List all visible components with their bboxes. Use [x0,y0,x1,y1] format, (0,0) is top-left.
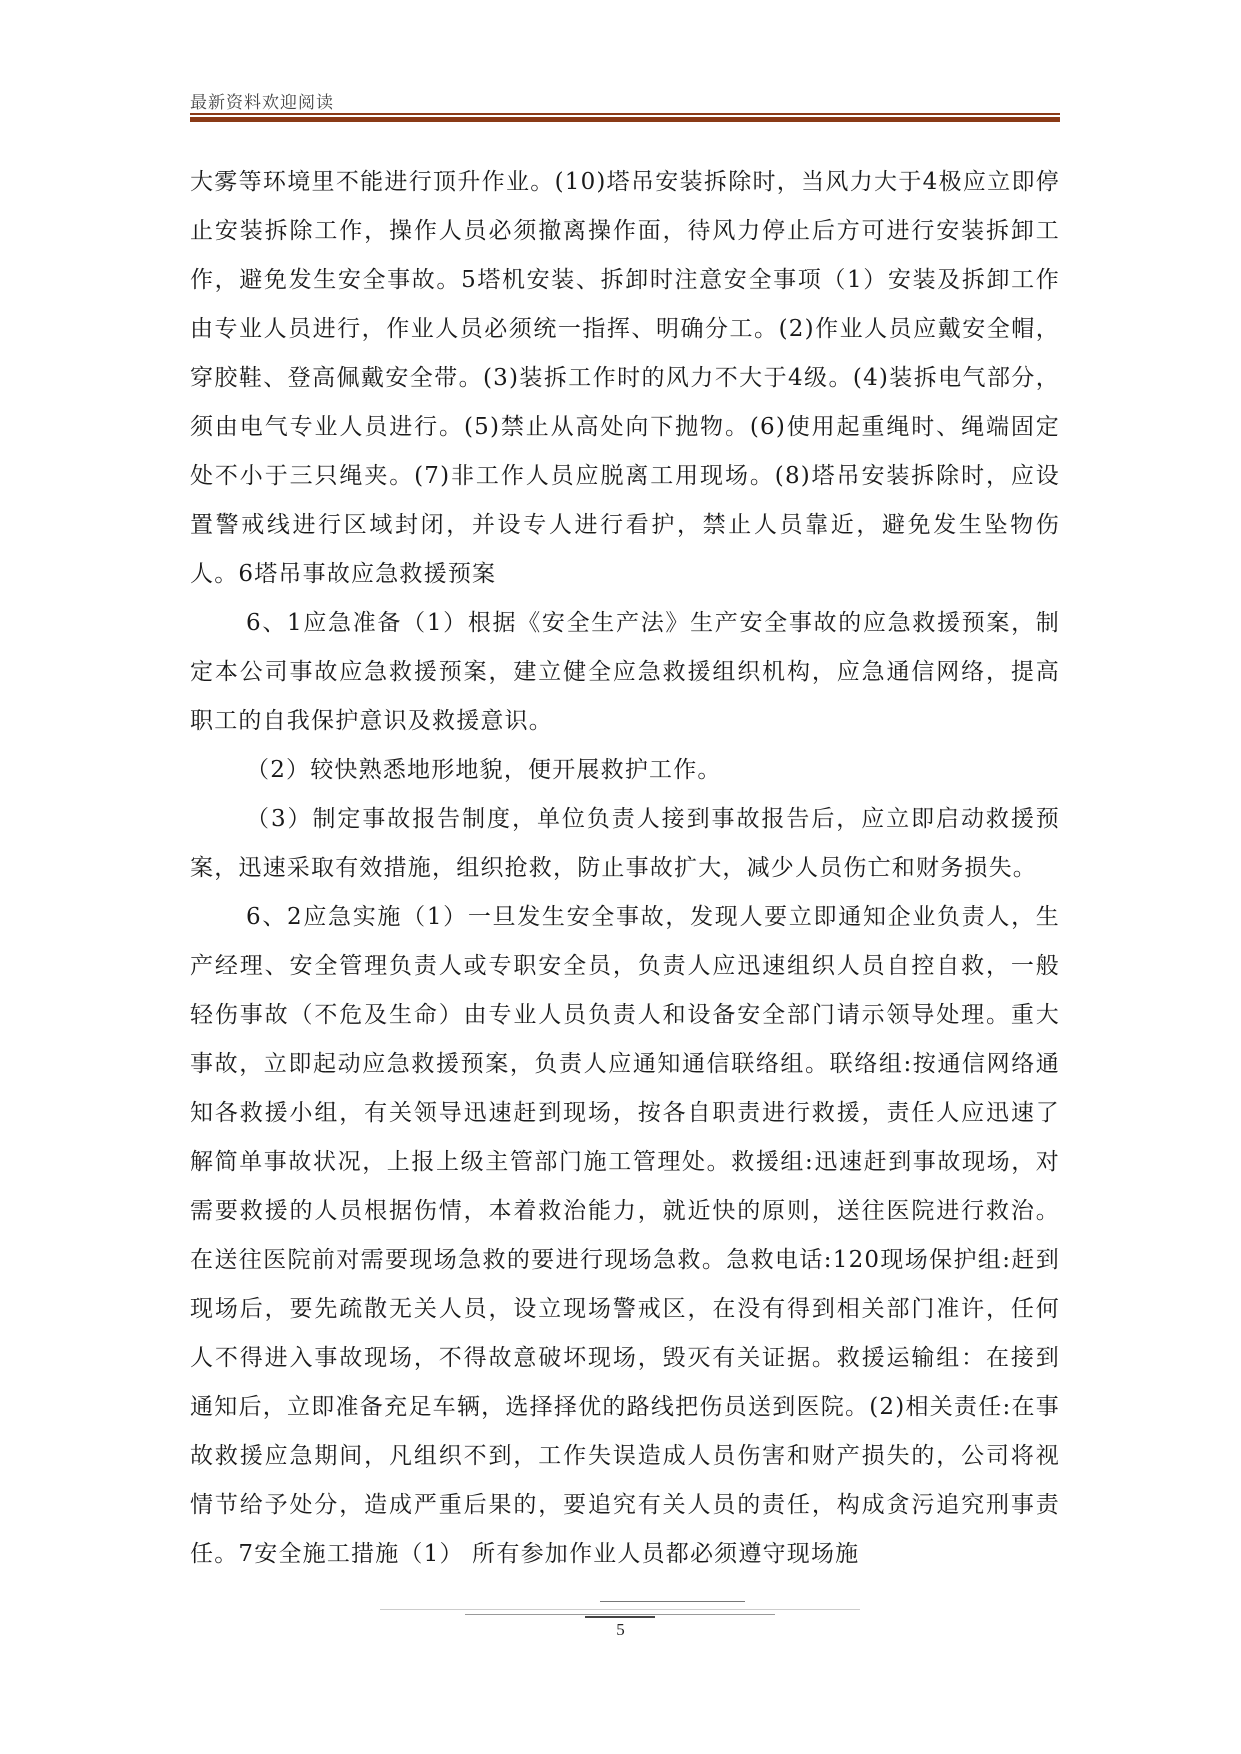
paragraph-4: （3）制定事故报告制度，单位负责人接到事故报告后，应立即启动救援预案，迅速采取有效措施，组织抢救，防止事故扩大，减少人员伤亡和财务损失。 [190,806,1060,881]
footer-divider-d [585,1616,655,1618]
header-divider-thick [190,117,1060,122]
paragraph-5: 6、2应急实施（1）一旦发生安全事故，发现人要立即通知企业负责人，生产经理、安全管理负责人或专职安全员，负责人应迅速组织人员自控自救，一般轻伤事故（不危及生命）由专业人员负责人和设备安全部门请示领导处理。重大事故，立即起动应急救援预案，负责人应通知通信联络组。联络组:按通信网络通知各救援小组，有关领导迅速赶到现场，按各自职责进行救援，责任人应迅速了解简单事故状况，上报上级主管部门施工管理处。救援组:迅速赶到事故现场，对需要救援的人员根据伤情，本着救治能力，就近快的原则，送往医院进行救治。在送往医院前对需要现场急救的要进行现场急救。急救电话:120现场保护组:赶到现场后，要先疏散无关人员，设立现场警戒区，在没有得到相关部门准许，任何人不得进入事故现场，不得故意破坏现场，毁灭有关证据。救援运输组：在接到通知后，立即准备充足车辆，选择择优的路线把伤员送到医院。(2)相关责任:在事故救援应急期间，凡组织不到，工作失误造成人员伤害和财产损失的，公司将视情节给予处分，造成严重后果的，要追究有关人员的责任，构成贪污追究刑事责任。7安全施工措施（1） 所有参加作业人员都必须遵守现场施 [190,904,1060,1567]
header-title: 最新资料欢迎阅读 [190,93,334,113]
paragraph-3: （2）较快熟悉地形地貌，便开展救护工作。 [246,757,722,783]
paragraph-1: 大雾等环境里不能进行顶升作业。(10)塔吊安装拆除时，当风力大于4极应立即停止安装拆除工作，操作人员必须撤离操作面，待风力停止后方可进行安装拆卸工作，避免发生安全事故。5塔机安装、拆卸时注意安全事项（1）安装及拆卸工作由专业人员进行，作业人员必须统一指挥、明确分工。(2)作业人员应戴安全帽，穿胶鞋、登高佩戴安全带。(3)装拆工作时的风力不大于4级。(4)装拆电气部分，须由电气专业人员进行。(5)禁止从高处向下抛物。(6)使用起重绳时、绳端固定处不小于三只绳夹。(7)非工作人员应脱离工用现场。(8)塔吊安装拆除时，应设置警戒线进行区域封闭，并设专人进行看护，禁止人员靠近，避免发生坠物伤人。6塔吊事故应急救援预案 [190,169,1060,587]
document-body [190,158,1060,1579]
header-divider-thin [190,113,1060,115]
footer-divider-c [465,1614,775,1615]
footer-divider-b [380,1609,860,1610]
footer-divider-a [600,1601,745,1602]
page-number: 5 [616,1620,625,1639]
paragraph-2: 6、1应急准备（1）根据《安全生产法》生产安全事故的应急救援预案，制定本公司事故应急救援预案，建立健全应急救援组织机构，应急通信网络，提高职工的自我保护意识及救援意识。 [190,610,1060,734]
